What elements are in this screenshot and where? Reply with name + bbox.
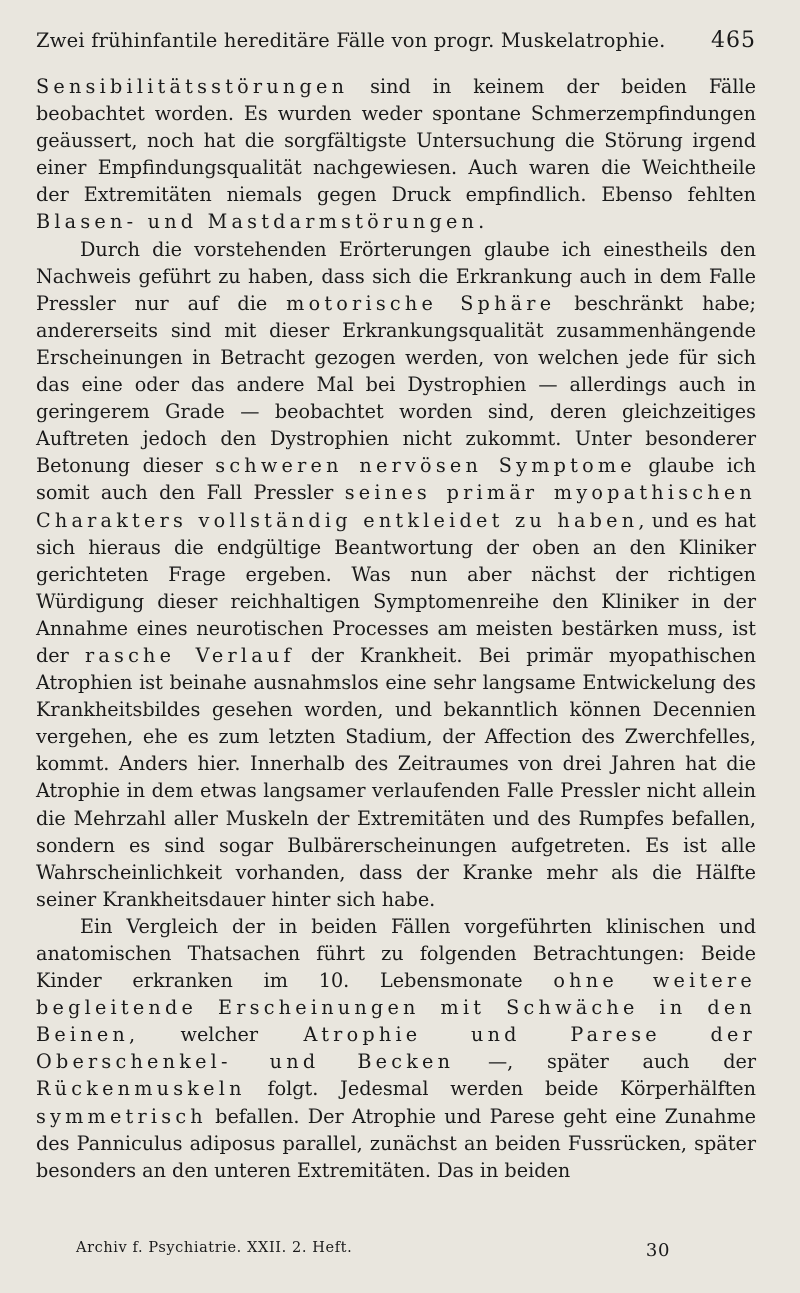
page-footer [76, 1240, 670, 1261]
paragraph-comparison [36, 913, 756, 1184]
text-run: , und es hat sich hieraus die endgültige Beantwortung der oben an den Kliniker gerichteten Frage ergeben. Was nun aber nächst der richtigen Würdigung dieser reichhaltigen Symptomenreihe den Kliniker in der Annahme eines neurotischen Processes am meisten bestärken muss, ist der [36, 508, 756, 667]
text-run: —, später auch der [454, 1050, 757, 1074]
running-head [36, 28, 756, 53]
page-number: 465 [711, 28, 756, 53]
emphasis-run: ohne weitere begleitende Erscheinungen mit Schwäche in den Beinen [36, 969, 756, 1047]
text-run: , welcher [129, 1023, 304, 1047]
emphasis-run: seines primär myopathischen Charakters vollständig entkleidet zu haben [36, 481, 757, 532]
text-run: folgt. Jedesmal werden beide Körperhälften [245, 1077, 756, 1101]
emphasis-run: symmetrisch [36, 1104, 207, 1128]
body-text [36, 73, 756, 1184]
emphasis-run: motorische Sphäre [286, 291, 556, 315]
emphasis-run: Rückenmuskeln [36, 1077, 246, 1101]
text-run: sind in keinem der beiden Fälle beobachtet worden. Es wurden weder spontane Schmerzempfindungen geäussert, noch hat die sorgfältigste Untersuchung die Störung irgend einer Empfindungsqualität nachgewiesen. Auch waren die Weichtheile der Extremitäten niemals gegen Druck empfindlich. Ebenso fehlten [36, 75, 756, 207]
text-run: Ein Vergleich der in beiden Fällen vorgeführten klinischen und anatomischen Thatsachen führt zu folgenden Betrachtungen: Beide Kinder erkranken im 10. Lebensmonate [36, 914, 756, 993]
emphasis-run: Atrophie und Parese der Oberschenkel- und Becken [36, 1023, 756, 1074]
running-title: Zwei frühinfantile hereditäre Fälle von progr. Muskelatrophie. [36, 29, 666, 52]
paragraph-discussion [36, 236, 756, 913]
text-run: . [478, 210, 485, 234]
emphasis-run: Sensibilitätsstörungen [36, 75, 349, 98]
text-run: Durch die vorstehenden Erörterungen glaube ich einestheils den Nachweis geführt zu haben, dass sich die Erkrankung auch in dem Falle Pressler nur auf die [36, 237, 756, 315]
text-run: befallen. Der Atrophie und Parese geht eine Zunahme des Panniculus adiposus parallel, zunächst an beiden Fussrücken, später besonders an den unteren Extremitäten. Das in beiden [36, 1104, 756, 1182]
emphasis-run: rasche Verlauf [84, 643, 295, 667]
text-run: beschränkt habe; andererseits sind mit dieser Erkrankungsqualität zusammenhängende Erscheinungen in Betracht gezogen werden, von welchen jede für sich das eine oder das andere Mal bei Dystrophien — allerdings auch in geringerem Grade — beobachtet worden sind, deren gleichzeitiges Auftreten jedoch den Dystrophien nicht zukommt. Unter besonderer Betonung dieser [36, 291, 756, 478]
signature-mark: 30 [645, 1240, 670, 1261]
journal-reference: Archiv f. Psychiatrie. XXII. 2. Heft. [76, 1240, 353, 1256]
emphasis-run: schweren nervösen Symptome [215, 454, 636, 478]
text-run: glaube ich somit auch den Fall Pressler [36, 454, 756, 505]
emphasis-run: Blasen- und Mastdarmstörungen [36, 210, 479, 234]
paragraph-sensibility [36, 73, 756, 236]
text-run: der Krankheit. Bei primär myopathischen Atrophien ist beinahe ausnahmslos eine sehr langsame Entwickelung des Krankheitsbildes gesehen worden, und bekanntlich können Decennien vergehen, ehe es zum letzten Stadium, der Affection des Zwerchfelles, kommt. Anders hier. Innerhalb des Zeitraumes von drei Jahren hat die Atrophie in dem etwas langsamer verlaufenden Falle Pressler nicht allein die Mehrzahl aller Muskeln der Extremitäten und des Rumpfes befallen, sondern es sind sogar Bulbärerscheinungen aufgetreten. Es ist alle Wahrscheinlichkeit vorhanden, dass der Kranke mehr als die Hälfte seiner Krankheitsdauer hinter sich habe. [36, 643, 757, 911]
